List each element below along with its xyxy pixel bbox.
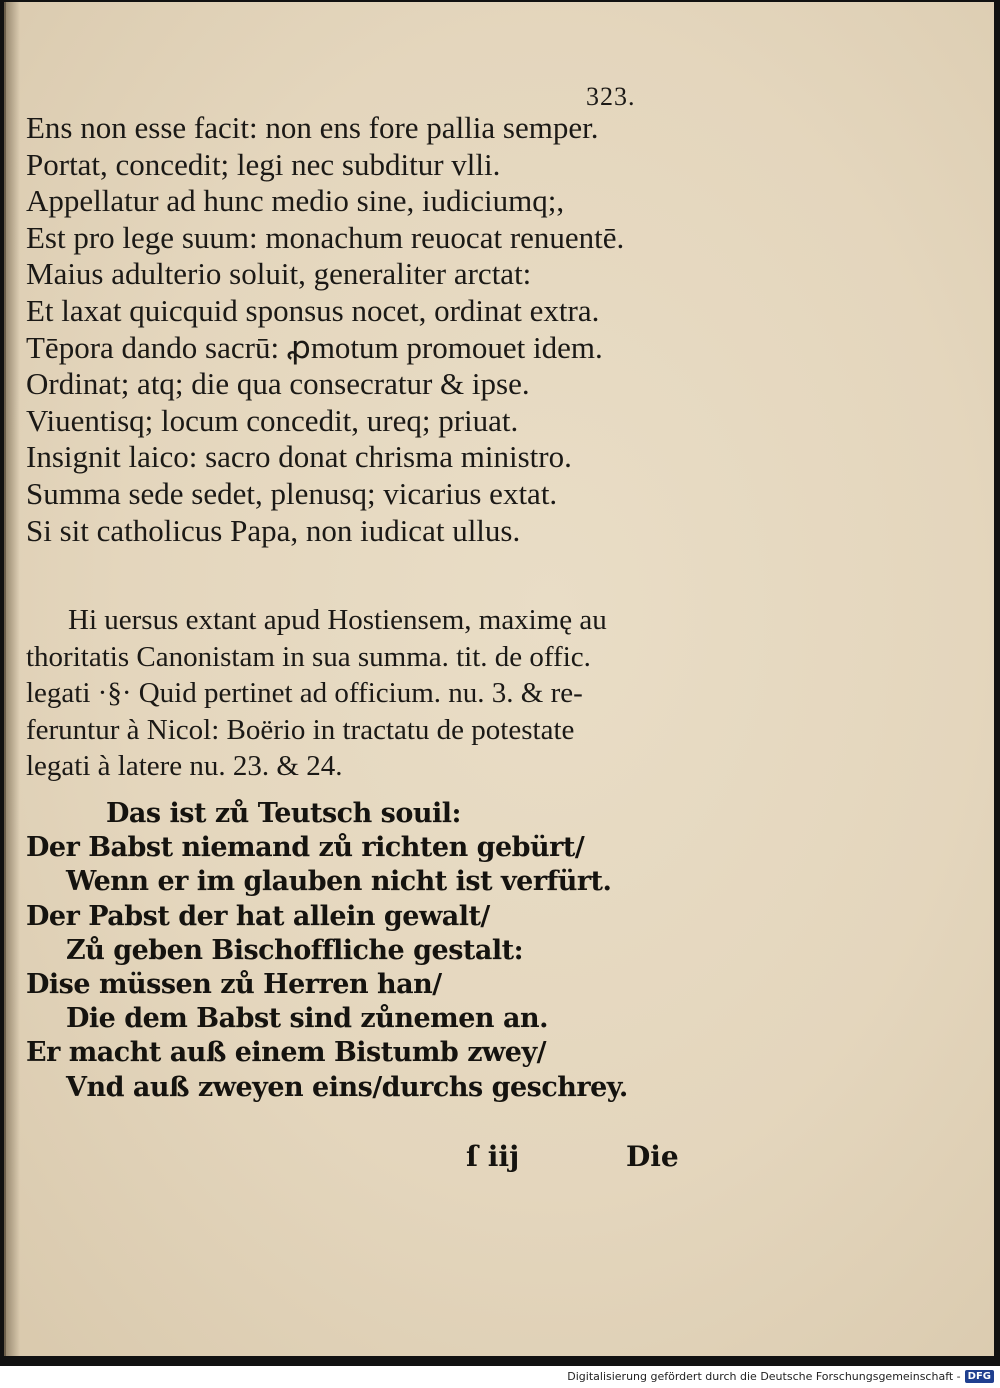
german-line: Wenn er im glauben nicht ist verfürt.: [66, 866, 612, 898]
latin-verse: [26, 110, 624, 549]
latin-prose: [26, 602, 607, 785]
german-line: Zů geben Bischoffliche gestalt:: [66, 934, 524, 966]
verse-line: Est pro lege suum: monachum reuocat renuentē.: [26, 219, 625, 255]
german-line: Der Babst niemand zů richten gebürt/: [26, 832, 585, 864]
german-verse: [26, 797, 628, 1105]
verse-line: Portat, concedit; legi nec subditur vlli.: [26, 146, 501, 182]
verse-line: Si sit catholicus Papa, non iudicat ullus.: [26, 512, 521, 548]
german-line: Vnd auß zweyen eins/durchs geschrey.: [66, 1071, 628, 1103]
page-number: 323.: [586, 82, 636, 111]
prose-line: legati ·§· Quid pertinet ad officium. nu. 3. & re-: [26, 677, 583, 709]
german-line: Der Pabst der hat allein gewalt/: [26, 900, 490, 932]
verse-line: Insignit laico: sacro donat chrisma ministro.: [26, 439, 572, 475]
verse-line: Viuentisq; locum concedit, ureq; priuat.: [26, 402, 519, 438]
verse-line: Maius adulterio soluit, generaliter arctat:: [26, 256, 532, 292]
verse-line: Ens non esse facit: non ens fore pallia semper.: [26, 110, 599, 145]
german-line: Die dem Babst sind zůnemen an.: [66, 1003, 548, 1035]
verse-line: Tēpora dando sacrū: ꝓmotum promouet idem.: [26, 329, 603, 365]
prose-line: thoritatis Canonistam in sua summa. tit. de offic.: [26, 640, 591, 673]
prose-line: feruntur à Nicol: Boërio in tractatu de potestate: [26, 713, 575, 746]
prose-line: legati à latere nu. 23. & 24.: [26, 750, 343, 782]
german-line: Dise müssen zů Herren han/: [26, 968, 442, 1000]
prose-line: Hi uersus extant apud Hostiensem, maximę au: [68, 604, 607, 636]
signature-mark: ſ iij: [466, 1140, 520, 1173]
german-line: Das ist zů Teutsch souil:: [106, 798, 461, 829]
dfg-logo-icon: DFG: [965, 1370, 994, 1383]
verse-line: Et laxat quicquid sponsus nocet, ordinat extra.: [26, 292, 600, 328]
catchword: Die: [626, 1140, 679, 1173]
book-page: [4, 2, 994, 1356]
verse-line: Appellatur ad hunc medio sine, iudiciumq;,: [26, 183, 565, 219]
verse-line: Ordinat; atq; die qua consecratur & ipse.: [26, 366, 530, 402]
german-line: Er macht auß einem Bistumb zwey/: [26, 1037, 546, 1069]
footer-text: Digitalisierung gefördert durch die Deutsche Forschungsgemeinschaft -: [567, 1369, 961, 1383]
footer: [567, 1366, 994, 1386]
verse-line: Summa sede sedet, plenusq; vicarius extat.: [26, 475, 558, 511]
